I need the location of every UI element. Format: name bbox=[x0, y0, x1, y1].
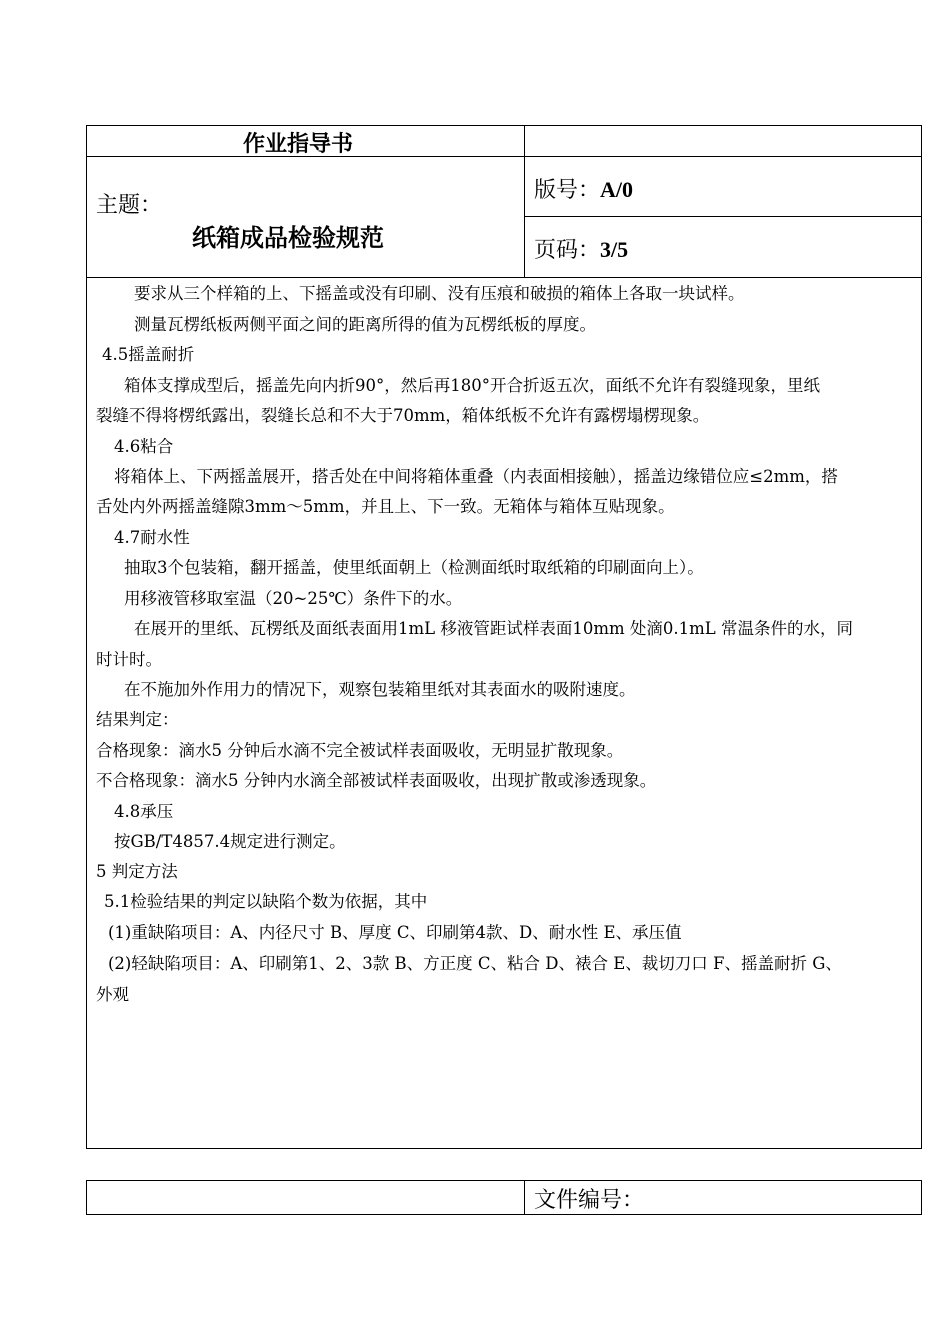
subject-label: 主题： bbox=[96, 193, 163, 218]
section-heading: 4.7耐水性 bbox=[114, 528, 190, 547]
content-line: 要求从三个样箱的上、下摇盖或没有印刷、没有压痕和破损的箱体上各取一块试样。 bbox=[134, 284, 745, 303]
content-line: 用移液管移取室温（20~25℃）条件下的水。 bbox=[124, 589, 463, 608]
subject-title: 纸箱成品检验规范 bbox=[192, 223, 384, 252]
version-value: A/0 bbox=[600, 177, 634, 202]
header-column-divider bbox=[524, 125, 525, 278]
footer-table bbox=[86, 1180, 922, 1215]
section-heading: 4.5摇盖耐折 bbox=[102, 345, 195, 364]
content-line: 结果判定： bbox=[96, 710, 179, 729]
footer-column-divider bbox=[524, 1180, 525, 1215]
content-line: 裂缝不得将楞纸露出，裂缝长总和不大于70mm，箱体纸板不允许有露楞塌楞现象。 bbox=[96, 406, 710, 425]
content-line: 不合格现象：滴水5 分钟内水滴全部被试样表面吸收，出现扩散或渗透现象。 bbox=[96, 771, 657, 790]
file-number-label: 文件编号： bbox=[534, 1188, 645, 1213]
content-line: 箱体支撑成型后，摇盖先向内折90°，然后再180°开合折返五次，面纸不允许有裂缝现象，里纸 bbox=[124, 376, 820, 395]
version-field bbox=[534, 173, 633, 204]
content-line: 测量瓦楞纸板两侧平面之间的距离所得的值为瓦楞纸板的厚度。 bbox=[134, 315, 596, 334]
section-heading: 4.8承压 bbox=[114, 802, 174, 821]
content-line: 在不施加外作用力的情况下，观察包装箱里纸对其表面水的吸附速度。 bbox=[124, 680, 636, 699]
section-heading: 5 判定方法 bbox=[96, 862, 178, 881]
section-heading: 4.6粘合 bbox=[114, 437, 174, 456]
header-bottom-divider bbox=[86, 277, 922, 278]
content-line: 时计时。 bbox=[96, 650, 162, 669]
content-line: 合格现象：滴水5 分钟后水滴不完全被试样表面吸收，无明显扩散现象。 bbox=[96, 741, 624, 760]
content-line: (1)重缺陷项目：A、内径尺寸 B、厚度 C、印刷第4款、D、耐水性 E、承压值 bbox=[108, 923, 682, 942]
content-line: (2)轻缺陷项目：A、印刷第1、2、3款 B、方正度 C、粘合 D、裱合 E、裁切刀口 F、摇盖耐折 G、 bbox=[108, 954, 842, 973]
content-line: 5.1检验结果的判定以缺陷个数为依据，其中 bbox=[104, 892, 428, 911]
content-line: 按GB/T4857.4规定进行测定。 bbox=[114, 832, 346, 851]
doc-title: 作业指导书 bbox=[243, 131, 354, 157]
content-line: 外观 bbox=[96, 985, 129, 1004]
content-line: 将箱体上、下两摇盖展开，搭舌处在中间将箱体重叠（内表面相接触），摇盖边缘错位应≤2mm，搭 bbox=[114, 467, 838, 486]
page-label: 页码： bbox=[534, 238, 601, 263]
page-value: 3/5 bbox=[600, 237, 629, 262]
page-number-field bbox=[534, 233, 628, 264]
version-page-divider bbox=[524, 216, 922, 217]
content-line: 抽取3个包装箱，翻开摇盖，使里纸面朝上（检测面纸时取纸箱的印刷面向上）。 bbox=[124, 558, 704, 577]
content-line: 在展开的里纸、瓦楞纸及面纸表面用1mL 移液管距试样表面10mm 处滴0.1mL 常温条件的水，同 bbox=[134, 619, 853, 638]
version-label: 版号： bbox=[534, 178, 601, 203]
content-line: 舌处内外两摇盖缝隙3mm～5mm，并且上、下一致。无箱体与箱体互贴现象。 bbox=[96, 497, 675, 516]
header-row-divider bbox=[86, 156, 922, 157]
